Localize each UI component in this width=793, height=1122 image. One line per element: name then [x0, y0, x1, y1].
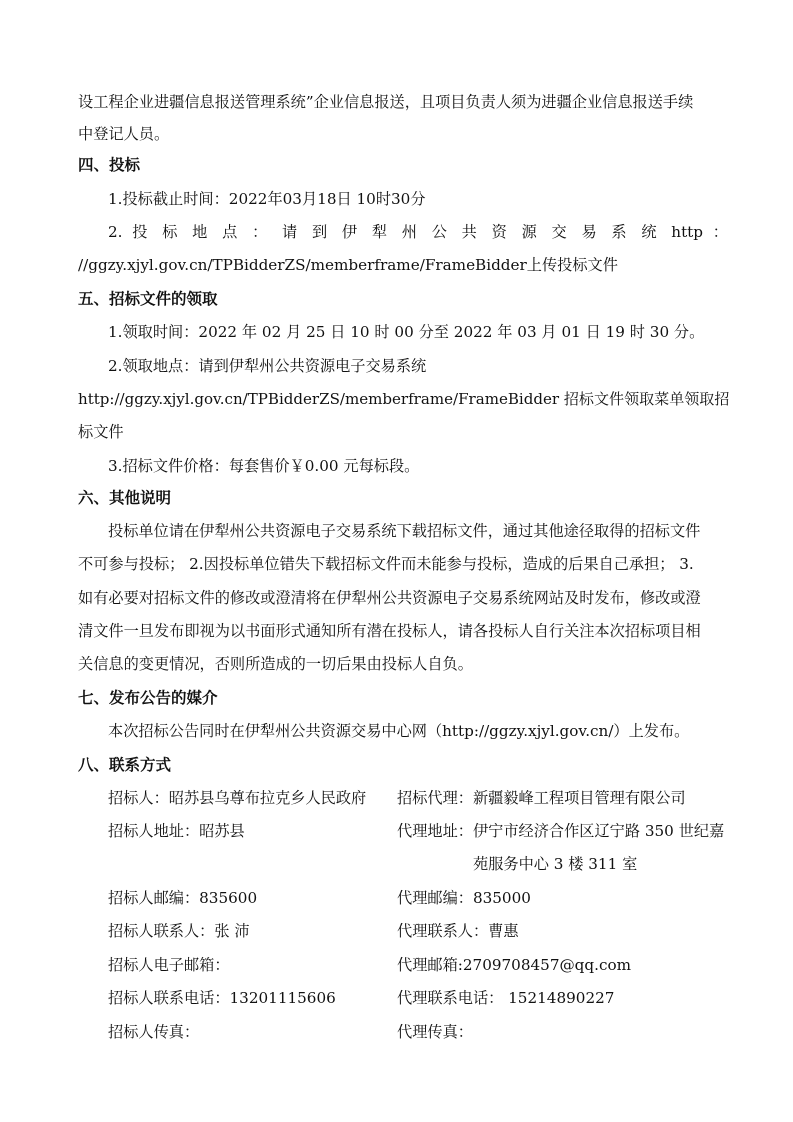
media-text: 本次招标公告同时在伊犁州公共资源交易中心网（http://ggzy.xjyl.gov.cn/）上发布。 [108, 722, 690, 740]
agent-email: 代理邮箱:2709708457@qq.com [397, 956, 632, 974]
other-text-line: 不可参与投标； 2.因投标单位错失下载招标文件而未能参与投标，造成的后果自己承担； 3. [78, 555, 694, 573]
docs-time: 1.领取时间：2022 年 02 月 25 日 10 时 00 分至 2022 年 03 月 01 日 19 时 30 分。 [108, 323, 705, 341]
bid-location: 2. 投 标 地 点 ： 请 到 伊 犁 州 公 共 资 源 交 易 系 统 http ： [108, 223, 728, 241]
tenderer-phone: 招标人联系电话：13201115606 [108, 989, 336, 1007]
section-heading-bidding: 四、投标 [78, 156, 141, 174]
section-heading-other: 六、其他说明 [78, 489, 172, 507]
tenderer-postcode: 招标人邮编：835600 [108, 889, 258, 907]
continued-text-line: 中登记人员。 [78, 125, 170, 143]
agent-fax: 代理传真： [397, 1023, 473, 1041]
other-text-line: 清文件一旦发布即视为以书面形式通知所有潜在投标人，请各投标人自行关注本次招标项目相 [78, 622, 701, 640]
docs-location-cont: 标文件 [78, 423, 124, 441]
agent-phone: 代理联系电话： 15214890227 [397, 989, 615, 1007]
docs-location-url: http://ggzy.xjyl.gov.cn/TPBidderZS/memberframe/FrameBidder 招标文件领取菜单领取招 [78, 390, 730, 408]
section-heading-docs: 五、招标文件的领取 [78, 290, 218, 308]
tenderer-contact-person: 招标人联系人：张 沛 [108, 922, 250, 940]
other-text-line: 关信息的变更情况，否则所造成的一切后果由投标人自负。 [78, 655, 473, 673]
bid-location-url: //ggzy.xjyl.gov.cn/TPBidderZS/memberframe/FrameBidder上传投标文件 [78, 256, 618, 274]
docs-price: 3.招标文件价格：每套售价￥0.00 元每标段。 [108, 457, 420, 475]
bid-deadline: 1.投标截止时间：2022年03月18日 10时30分 [108, 190, 426, 208]
tenderer-name: 招标人：昭苏县乌尊布拉克乡人民政府 [108, 789, 367, 807]
section-heading-media: 七、发布公告的媒介 [78, 689, 218, 707]
agent-name: 招标代理：新疆毅峰工程项目管理有限公司 [397, 789, 686, 807]
continued-text-line: 设工程企业进疆信息报送管理系统”企业信息报送，且项目负责人须为进疆企业信息报送手续 [78, 93, 694, 111]
agent-address: 代理地址：伊宁市经济合作区辽宁路 350 世纪嘉 [397, 822, 725, 840]
section-heading-contact: 八、联系方式 [78, 756, 172, 774]
other-text-line: 如有必要对招标文件的修改或澄清将在伊犁州公共资源电子交易系统网站及时发布，修改或澄 [78, 589, 701, 607]
docs-location: 2.领取地点：请到伊犁州公共资源电子交易系统 [108, 357, 427, 375]
other-text-line: 投标单位请在伊犁州公共资源电子交易系统下载招标文件，通过其他途径取得的招标文件 [108, 522, 701, 540]
agent-contact-person: 代理联系人：曹惠 [397, 922, 519, 940]
tenderer-address: 招标人地址：昭苏县 [108, 822, 245, 840]
agent-address-cont: 苑服务中心 3 楼 311 室 [473, 855, 638, 873]
tenderer-email: 招标人电子邮箱： [108, 956, 230, 974]
agent-postcode: 代理邮编：835000 [397, 889, 531, 907]
tenderer-fax: 招标人传真： [108, 1023, 200, 1041]
